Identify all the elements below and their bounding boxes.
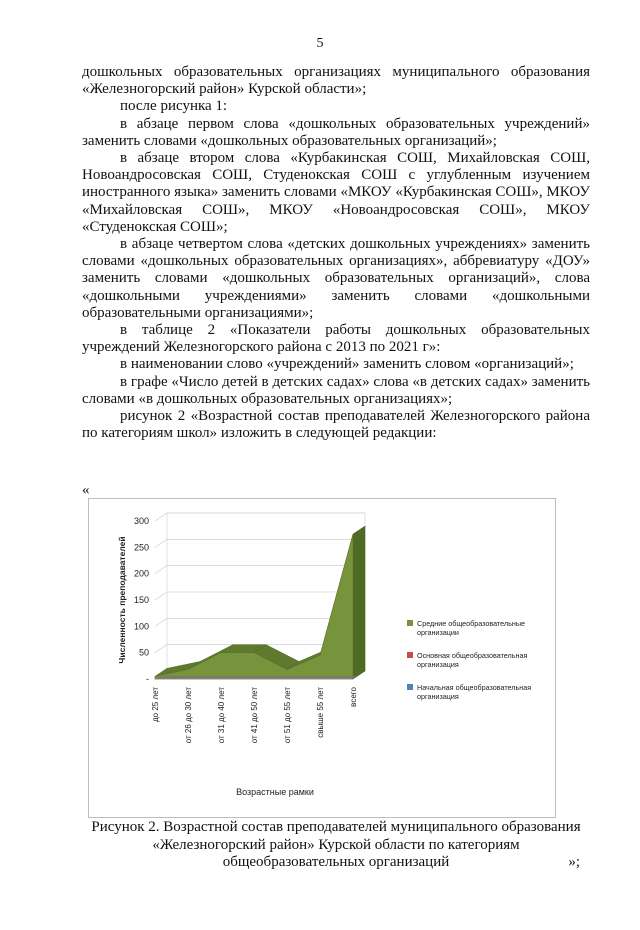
y-tick-label: 50 [138, 647, 149, 658]
y-tick-label: 100 [133, 621, 149, 632]
paragraph: в графе «Число детей в детских садах» слова «в детских садах» заменить словами «в дошкольных образовательных организациях»; [82, 373, 590, 407]
y-tick-label: 150 [133, 595, 149, 605]
caption-line: общеобразовательных организаций [222, 854, 450, 870]
y-axis-title: Численность преподавателей [117, 536, 127, 664]
paragraph: в наименовании слово «учреждений» заменить словом «организаций»; [120, 356, 574, 373]
x-axis-title: Возрастные рамки [236, 787, 314, 797]
legend-item [407, 619, 553, 637]
legend-item [407, 683, 553, 701]
legend-label: Основная общеобразовательная организация [417, 651, 528, 669]
closing-quote: »; [568, 854, 580, 870]
legend-swatch [407, 684, 413, 690]
area-side-face [353, 526, 365, 679]
paragraph: дошкольных образовательных организациях муниципального образования «Железногорский район» Курской области»; [82, 64, 590, 98]
x-tick-label: до 25 лет [151, 687, 160, 722]
x-tick-label: от 41 до 50 лет [250, 687, 259, 744]
x-tick-label: свыше 55 лет [316, 687, 325, 738]
y-tick-label: 300 [133, 516, 149, 526]
opening-quote: « [82, 482, 90, 498]
y-tick-label: 250 [133, 542, 149, 553]
y-tick-label: 200 [133, 568, 149, 579]
legend-swatch [407, 652, 413, 658]
chart-legend [407, 619, 553, 715]
x-tick-label: от 31 до 40 лет [217, 687, 226, 744]
figure-caption: Рисунок 2. Возрастной состав преподавателей муниципального образования «Железногорский район» Курской области по категориям [91, 819, 581, 853]
paragraph: в абзаце четвертом слова «детских дошкольных учреждениях» заменить словами «дошкольных образовательных организациях», аббревиатуру «ДОУ» заменить словами «дошкольных образовательных организаций», слова «дошкольными учреждениями» заменить словами «дошкольными образовательными организациями»; [82, 236, 590, 321]
gridline-side [155, 513, 167, 521]
paragraph: рисунок 2 «Возрастной состав преподавателей Железногорского района по категориям школ» изложить в следующей редакции: [82, 408, 590, 442]
area-series-front [155, 534, 353, 679]
body-text [82, 64, 590, 442]
gridline-side [155, 592, 167, 600]
paragraph: в абзаце втором слова «Курбакинская СОШ, Михайловская СОШ, Новоандросовская СОШ, Студенокская СОШ с углубленным изучением иностранного языка» заменить словами «МКОУ «Курбакинская СОШ», МКОУ «Михайловская СОШ», МКОУ «Новоандросовская СОШ», МКОУ «Студенокская СОШ»; [82, 150, 590, 235]
gridline-side [155, 645, 167, 653]
gridline-side [155, 566, 167, 574]
gridline-side [155, 539, 167, 547]
paragraph: в абзаце первом слова «дошкольных образовательных учреждений» заменить словами «дошкольных образовательных организаций»; [82, 115, 590, 149]
legend-label: Средние общеобразовательные организации [417, 619, 526, 637]
legend-swatch [407, 620, 413, 626]
x-tick-label: от 51 до 55 лет [283, 687, 292, 744]
x-tick-label: всего [349, 687, 358, 707]
y-tick-label: - [146, 674, 149, 684]
chart-frame [88, 498, 556, 818]
legend-label: Начальная общеобразовательная организация [417, 683, 532, 701]
paragraph: после рисунка 1: [120, 98, 228, 115]
x-tick-label: от 26 до 30 лет [184, 687, 193, 744]
paragraph: в таблице 2 «Показатели работы дошкольных образовательных учреждений Железногорского района с 2013 по 2021 г»: [82, 322, 590, 356]
gridline-side [155, 618, 167, 626]
legend-item [407, 651, 553, 669]
page-number: 5 [316, 36, 324, 51]
